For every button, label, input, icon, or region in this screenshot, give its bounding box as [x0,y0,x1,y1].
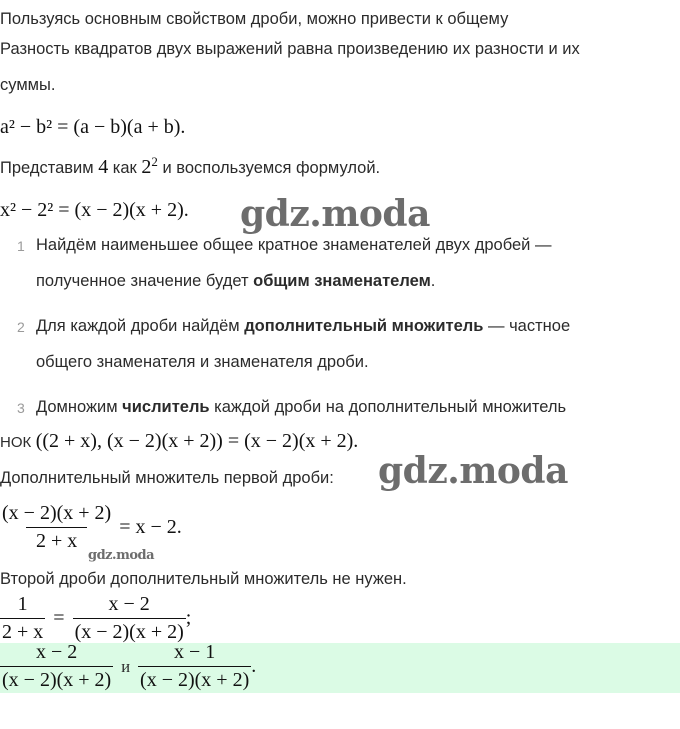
formula-x-squared: x² − 2² = (x − 2)(x + 2). [0,199,189,221]
step-2-number: 2 [17,319,25,335]
represent-pre: Представим [0,159,94,177]
lcm-expression: ((2 + x), (x − 2)(x + 2)) = (x − 2)(x + 2). [35,430,359,452]
step-2-line-a: Для каждой дроби найдём дополнительный множитель — частное [36,317,571,335]
final-and: и [121,656,131,676]
represent-four: 4 [98,156,109,178]
first-factor-formula [0,502,182,553]
first-factor-text: Дополнительный множитель первой дроби: [0,469,334,487]
step-1-line-a: Найдём наименьшее общее кратное знаменателей двух дробей — [36,236,552,254]
lcm-formula [0,430,358,453]
represent-two: $2^2$ [141,153,158,178]
eq1-right-fraction: $\frac{x - 2}{(x - 2)(x + 2)}$ [74,593,184,643]
watermark-logo-2: gdz.moda [378,450,568,492]
first-factor-fraction: $\frac{(x - 2)(x + 2)}{2 + x}$ [2,502,112,552]
watermark-logo: gdz.moda [240,193,430,235]
lcm-label: НОК [0,434,32,451]
second-factor-text: Второй дроби дополнительный множитель не нужен. [0,570,407,588]
final-fraction-a: $\frac{x - 2}{(x - 2)(x + 2)}$ [2,641,112,691]
step-1-number: 1 [17,238,25,254]
final-fraction-b: $\frac{x - 1}{(x - 2)(x + 2)}$ [140,641,250,691]
diff-squares-text-line1: Разность квадратов двух выражений равна произведению их разности и их [0,40,580,58]
step-2-line-b: общего знаменателя и знаменателя дроби. [36,353,369,371]
represent-sentence [0,153,381,179]
equation-first-fraction: $\frac{1}{2 + x}$ = $\frac{x - 2}{(x - 2)(x + 2)}$ ; [2,593,192,643]
represent-mid: как [112,159,137,177]
step-3-number: 3 [17,400,25,416]
step-1-line-b: полученное значение будет общим знаменателем. [36,272,436,290]
final-fractions: $\frac{x - 2}{(x - 2)(x + 2)}$ и $\frac{x - 1}{(x - 2)(x + 2)}$ . [2,641,257,691]
represent-post: и воспользуемся формулой. [162,159,381,177]
eq1-left-fraction: $\frac{1}{2 + x}$ [2,593,44,643]
first-factor-result: = x − 2. [119,516,182,538]
step-3-line: Домножим числитель каждой дроби на дополнительный множитель [36,398,567,416]
formula-difference-of-squares: a² − b² = (a − b)(a + b). [0,116,186,138]
intro-line: Пользуясь основным свойством дроби, можно привести к общему [0,10,509,28]
diff-squares-text-line2: суммы. [0,76,56,94]
watermark-logo-small: gdz.moda [88,548,155,563]
